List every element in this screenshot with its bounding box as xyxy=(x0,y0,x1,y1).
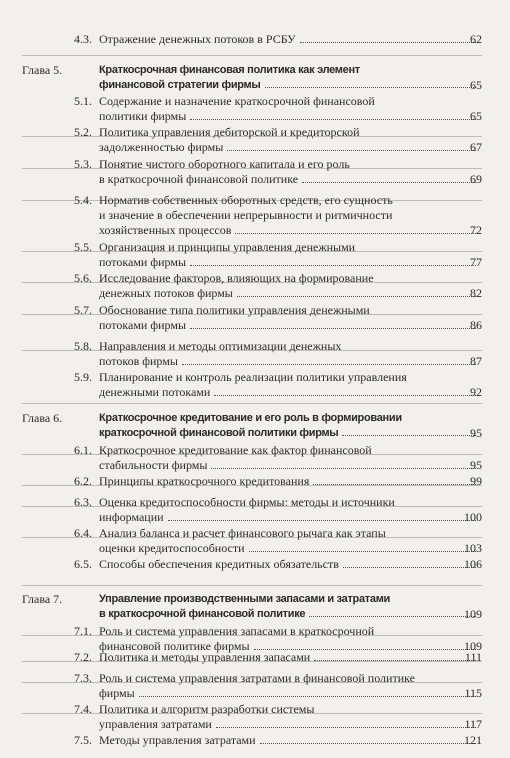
section-title-line: Норматив собственных оборотных средств, его сущность xyxy=(99,193,393,207)
section-title-line: Принципы краткосрочного кредитования xyxy=(99,474,310,488)
page-number: 87 xyxy=(470,354,482,368)
section-number: 7.2. xyxy=(74,650,92,664)
section-title-line: денежными потоками xyxy=(99,385,211,399)
separator-line xyxy=(22,403,482,404)
section-number: 6.4. xyxy=(74,526,92,540)
section-number: 5.8. xyxy=(74,339,92,353)
section-title-line: Обоснование типа политики управления денежными xyxy=(99,303,370,317)
section-title-line: Краткосрочное кредитование как фактор финансовой xyxy=(99,443,372,457)
page-number: 86 xyxy=(470,318,482,332)
page-number: 109 xyxy=(464,607,482,621)
dot-leader xyxy=(190,265,476,266)
dot-leader xyxy=(216,727,476,728)
section-title-line: в краткосрочной финансовой политике xyxy=(99,172,299,186)
page-number: 95 xyxy=(470,458,482,472)
section-number: 7.5. xyxy=(74,733,92,747)
dot-leader xyxy=(190,328,476,329)
section-title-line: Организация и принципы управления денежными xyxy=(99,240,356,254)
section-title-line: Оценка кредитоспособности фирмы: методы и источники xyxy=(99,495,395,509)
page-number: 121 xyxy=(464,733,482,747)
page-number: 65 xyxy=(470,78,482,92)
section-title-line: финансовой политике фирмы xyxy=(99,639,250,653)
page-number: 117 xyxy=(464,717,482,731)
section-title-line: управления затратами xyxy=(99,717,212,731)
section-title-line: Роль и система управления затратами в финансовой политике xyxy=(99,671,415,685)
section-title-line: Отражение денежных потоков в РСБУ xyxy=(99,32,296,46)
section-number: 7.1. xyxy=(74,624,92,638)
page-number: 65 xyxy=(470,109,482,123)
section-title-line: оценки кредитоспособности xyxy=(99,541,245,555)
section-title-line: потоков фирмы xyxy=(99,354,178,368)
chapter-title-line: Управление производственными запасами и затратами xyxy=(99,593,390,605)
dot-leader xyxy=(214,395,476,396)
page-number: 115 xyxy=(464,686,482,700)
dot-leader xyxy=(211,468,476,469)
section-title-line: Направления и методы оптимизации денежных xyxy=(99,339,342,353)
section-title-line: Содержание и назначение краткосрочной финансовой xyxy=(99,94,375,108)
section-title-line: денежных потоков фирмы xyxy=(99,286,233,300)
dot-leader xyxy=(182,364,476,365)
section-title-line: Способы обеспечения кредитных обязательств xyxy=(99,557,339,571)
section-title-line: задолженностью фирмы xyxy=(99,140,224,154)
section-title-line: фирмы xyxy=(99,686,135,700)
section-number: 6.5. xyxy=(74,557,92,571)
section-number: 5.9. xyxy=(74,370,92,384)
page-number: 100 xyxy=(464,510,482,524)
page-number: 92 xyxy=(470,385,482,399)
section-title-line: потоками фирмы xyxy=(99,318,187,332)
dot-leader xyxy=(139,696,476,697)
section-number: 5.1. xyxy=(74,94,92,108)
chapter-label: Глава 7. xyxy=(22,592,63,606)
section-title-line: Методы управления затратами xyxy=(99,733,256,747)
section-title-line: Анализ баланса и расчет финансового рычага как этапы xyxy=(99,526,386,540)
section-number: 5.5. xyxy=(74,240,92,254)
section-title-line: Исследование факторов, влияющих на формирование xyxy=(99,271,374,285)
dot-leader xyxy=(168,520,476,521)
section-number: 6.2. xyxy=(74,474,92,488)
section-title-line: потоками фирмы xyxy=(99,255,187,269)
chapter-title-line: Краткосрочная финансовая политика как элемент xyxy=(99,64,360,76)
page-number: 109 xyxy=(464,639,482,653)
separator-line xyxy=(22,55,482,56)
page-number: 103 xyxy=(464,541,482,555)
section-number: 7.3. xyxy=(74,671,92,685)
page-number: 106 xyxy=(464,557,482,571)
page-number: 69 xyxy=(470,172,482,186)
chapter-title-line: Краткосрочное кредитование и его роль в формировании xyxy=(99,412,402,424)
section-number: 6.1. xyxy=(74,443,92,457)
section-title-line: стабильности фирмы xyxy=(99,458,208,472)
section-title-line: информации xyxy=(99,510,164,524)
section-title-line: Политика и методы управления запасами xyxy=(99,650,311,664)
section-title-line: политики фирмы xyxy=(99,109,187,123)
section-title-line: Политика и алгоритм разработки системы xyxy=(99,702,315,716)
section-number: 7.4. xyxy=(74,702,92,716)
page-number: 95 xyxy=(470,426,482,440)
chapter-label: Глава 6. xyxy=(22,411,63,425)
separator-line xyxy=(22,585,482,586)
page-number: 62 xyxy=(470,32,482,46)
chapter-title-line: в краткосрочной финансовой политике xyxy=(99,608,306,620)
page-number: 72 xyxy=(470,223,482,237)
chapter-label: Глава 5. xyxy=(22,63,63,77)
section-title-line: Политика управления дебиторской и кредиторской xyxy=(99,125,360,139)
section-title-line: Роль и система управления запасами в краткосрочной xyxy=(99,624,375,638)
chapter-title-line: финансовой стратегии фирмы xyxy=(99,79,261,91)
section-number: 5.3. xyxy=(74,157,92,171)
page-number: 67 xyxy=(470,140,482,154)
section-number: 4.3. xyxy=(74,32,92,46)
section-number: 5.6. xyxy=(74,271,92,285)
section-number: 5.2. xyxy=(74,125,92,139)
section-title-line: Понятие чистого оборотного капитала и его роль xyxy=(99,157,350,171)
page-number: 82 xyxy=(470,286,482,300)
section-title-line: Планирование и контроль реализации политики управления xyxy=(99,370,407,384)
page-number: 77 xyxy=(470,255,482,269)
section-number: 5.7. xyxy=(74,303,92,317)
dot-leader xyxy=(227,150,476,151)
section-title-line: хозяйственных процессов xyxy=(99,223,232,237)
section-number: 6.3. xyxy=(74,495,92,509)
section-number: 5.4. xyxy=(74,193,92,207)
chapter-title-line: краткосрочной финансовой политики фирмы xyxy=(99,427,339,439)
page-number: 99 xyxy=(470,474,482,488)
section-title-line: и значение в обеспечении непрерывности и ритмичности xyxy=(99,208,393,222)
dot-leader xyxy=(190,119,476,120)
page-number: 111 xyxy=(464,650,482,664)
